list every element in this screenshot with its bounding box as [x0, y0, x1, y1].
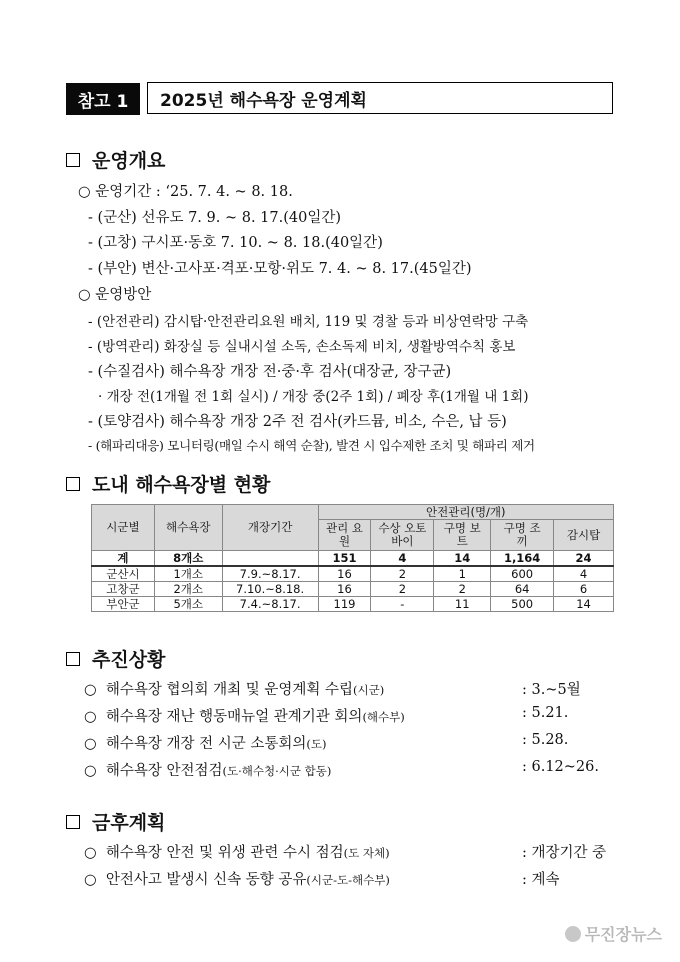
cell: 64 [491, 582, 554, 597]
item-main: 해수욕장 안전 및 위생 관련 수시 점검 [105, 845, 344, 861]
section-heading-plan [66, 808, 165, 835]
progress-date: : 5.21. [522, 705, 569, 721]
item-sub: (시군) [353, 683, 385, 697]
section-heading-status [66, 470, 270, 497]
plan-item: ○ 해수욕장 안전 및 위생 관련 수시 점검(도 자체) [84, 845, 390, 861]
cell: 6 [554, 582, 614, 597]
cell: 4 [554, 566, 614, 582]
cell: 151 [318, 551, 371, 567]
watermark-text: 무진장뉴스 [584, 925, 662, 944]
item-main: 해수욕장 개장 전 시군 소통회의 [105, 736, 307, 752]
cell: - [371, 597, 434, 612]
checkbox-square-icon [66, 652, 80, 666]
header-jetski: 수상 오토바이 [371, 520, 434, 551]
cell: 1,164 [491, 551, 554, 567]
item-sub: (도·해수청·시군 합동) [222, 764, 332, 778]
progress-item: ○ 해수욕장 재난 행동매뉴얼 관계기관 회의(해수부) [84, 709, 405, 725]
method-item: - (안전관리) 감시탑·안전관리요원 배치, 119 및 경찰 등과 비상연락망 구축 [88, 314, 529, 330]
period-line: ○ 운영기간 : ‘25. 7. 4. ~ 8. 18. [78, 184, 293, 200]
item-sub: (도 자체) [343, 846, 390, 860]
cell: 1 [434, 566, 491, 582]
cell: 2 [371, 582, 434, 597]
cell: 14 [554, 597, 614, 612]
watermark [565, 922, 662, 945]
cell: 14 [434, 551, 491, 567]
checkbox-square-icon [66, 815, 80, 829]
progress-item: ○ 해수욕장 개장 전 시군 소통회의(도) [84, 736, 327, 752]
cell: 7.4.~8.17. [222, 597, 318, 612]
period-item: - (군산) 선유도 7. 9. ~ 8. 17.(40일간) [88, 210, 342, 226]
cell: 119 [318, 597, 371, 612]
item-sub: (시군-도-해수부) [306, 873, 390, 887]
cell: 600 [491, 566, 554, 582]
cell [222, 551, 318, 567]
section-title: 추진상황 [92, 649, 166, 671]
cell: 16 [318, 582, 371, 597]
progress-date: : 5.28. [522, 732, 569, 748]
cell: 7.10.~8.18. [222, 582, 318, 597]
cell: 2 [371, 566, 434, 582]
plan-item: ○ 안전사고 발생시 신속 동향 공유(시군-도-해수부) [84, 872, 390, 888]
cell: 2개소 [154, 582, 222, 597]
method-subitem: · 개장 전(1개월 전 1회 실시) / 개장 중(2주 1회) / 폐장 후(1개월 내 1회) [98, 389, 529, 405]
cell: 군산시 [92, 566, 155, 582]
header-lifeboat: 구명 보트 [434, 520, 491, 551]
item-main: 안전사고 발생시 신속 동향 공유 [105, 872, 307, 888]
plan-value: : 개장기간 중 [522, 845, 607, 861]
header-region: 시군별 [92, 505, 155, 551]
plan-value: : 계속 [522, 872, 560, 888]
section-title: 운영개요 [92, 150, 166, 172]
table-header-row [92, 505, 614, 520]
cell: 8개소 [154, 551, 222, 567]
method-item: - (토양검사) 해수욕장 개장 2주 전 검사(카드뮴, 비소, 수은, 납 등) [88, 414, 507, 430]
checkbox-square-icon [66, 153, 80, 167]
cell: 16 [318, 566, 371, 582]
method-item: - (해파리대응) 모니터링(매일 수시 해역 순찰), 발견 시 입수제한 조치 및 해파리 제거 [88, 438, 535, 453]
table-row [92, 582, 614, 597]
item-sub: (해수부) [362, 710, 405, 724]
cell: 부안군 [92, 597, 155, 612]
section-heading-overview [66, 146, 165, 173]
cell: 계 [92, 551, 155, 567]
section-heading-progress [66, 645, 165, 672]
reference-tag: 참고 1 [66, 83, 140, 115]
cell: 4 [371, 551, 434, 567]
cell: 고창군 [92, 582, 155, 597]
beach-status-table [91, 504, 614, 612]
method-item: - (수질검사) 해수욕장 개장 전·중·후 검사(대장균, 장구균) [88, 364, 452, 380]
item-main: 해수욕장 협의회 개최 및 운영계획 수립 [105, 682, 354, 698]
watermark-logo-icon [565, 926, 581, 942]
item-sub: (도) [306, 737, 327, 751]
cell: 2 [434, 582, 491, 597]
item-main: 해수욕장 안전점검 [105, 763, 223, 779]
header-tower: 감시탑 [554, 520, 614, 551]
period-item: - (부안) 변산·고사포·격포·모항·위도 7. 4. ~ 8. 17.(45일간) [88, 261, 472, 277]
cell: 24 [554, 551, 614, 567]
progress-date: : 3.~5월 [522, 682, 581, 698]
cell: 7.9.~8.17. [222, 566, 318, 582]
table-row [92, 566, 614, 582]
header-safety: 안전관리(명/개) [318, 505, 613, 520]
cell: 500 [491, 597, 554, 612]
checkbox-square-icon [66, 477, 80, 491]
header-period: 개장기간 [222, 505, 318, 551]
section-title: 도내 해수욕장별 현황 [92, 474, 271, 496]
item-main: 해수욕장 재난 행동매뉴얼 관계기관 회의 [105, 709, 363, 725]
table-row [92, 551, 614, 567]
cell: 1개소 [154, 566, 222, 582]
method-item: - (방역관리) 화장실 등 실내시설 소독, 손소독제 비치, 생활방역수칙 홍보 [88, 339, 516, 355]
progress-item: ○ 해수욕장 안전점검(도·해수청·시군 합동) [84, 763, 332, 779]
method-line: ○ 운영방안 [78, 287, 152, 303]
document-title: 2025년 해수욕장 운영계획 [147, 82, 613, 114]
cell: 5개소 [154, 597, 222, 612]
header-staff: 관리 요원 [318, 520, 371, 551]
header-beach: 해수욕장 [154, 505, 222, 551]
section-title: 금후계획 [92, 812, 166, 834]
period-item: - (고창) 구시포·동호 7. 10. ~ 8. 18.(40일간) [88, 235, 383, 251]
progress-item: ○ 해수욕장 협의회 개최 및 운영계획 수립(시군) [84, 682, 385, 698]
progress-date: : 6.12~26. [522, 759, 599, 775]
header-lifevest: 구명 조끼 [491, 520, 554, 551]
table-row [92, 597, 614, 612]
cell: 11 [434, 597, 491, 612]
